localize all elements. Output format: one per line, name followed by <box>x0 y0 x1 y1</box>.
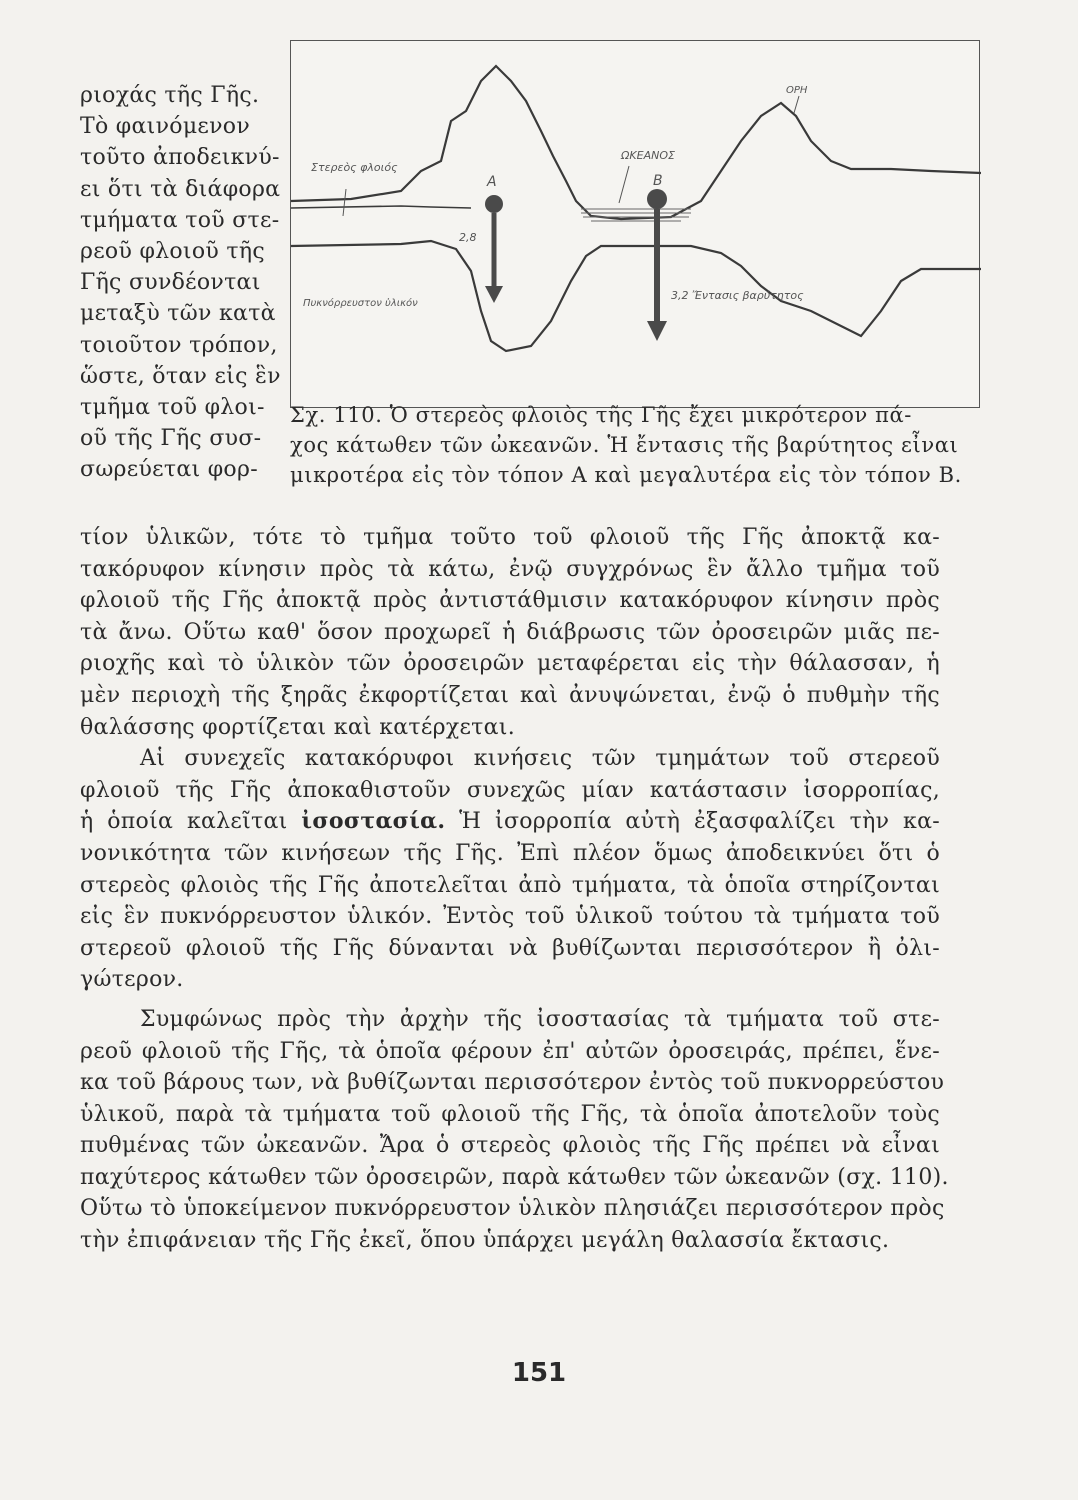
wrap-line: μεταξὺ τῶν κατὰ <box>80 301 276 327</box>
body-line: ὑλικοῦ, παρὰ τὰ τμήματα τοῦ φλοιοῦ τῆς Γῆς, τὰ ὁποῖα ἀποτελοῦν τοὺς <box>80 1101 940 1127</box>
caption-line: Σχ. 110. Ὁ στερεὸς φλοιὸς τῆς Γῆς ἔχει μικρότερον πά- <box>290 403 912 427</box>
wrap-line: Γῆς συνδέονται <box>80 270 261 296</box>
crust-base-profile <box>291 241 981 351</box>
crust-pointer <box>343 189 346 216</box>
body-line: γώτερον. <box>80 967 184 993</box>
body-fragment: Ἡ ἰσορροπία αὐτὴ ἐξασφαλίζει τὴν κα- <box>459 809 940 835</box>
label-value-b: 3,2 Ἔντασις βαρύτητος <box>671 289 804 302</box>
wrap-line: τμήματα τοῦ στε- <box>80 207 280 233</box>
figure-caption <box>290 400 990 490</box>
wrap-line: τμῆμα τοῦ φλοι- <box>80 395 265 421</box>
label-crust: Στερεὸς φλοιός <box>311 161 398 174</box>
wrap-line: ὥστε, ὅταν εἰς ἓν <box>80 363 281 389</box>
body-line: στερεοῦ φλοιοῦ τῆς Γῆς δύνανται νὰ βυθίζωνται περισσότερον ἢ ὀλι- <box>80 935 940 961</box>
body-line: μὲν περιοχὴ τῆς ξηρᾶς ἐκφορτίζεται καὶ ἀνυψώνεται, ἐνῷ ὁ πυθμὴν τῆς <box>80 682 940 708</box>
label-value-a: 2,8 <box>459 231 477 244</box>
body-line: πυθμένας τῶν ὠκεανῶν. Ἄρα ὁ στερεὸς φλοιὸς τῆς Γῆς πρέπει νὰ εἶναι <box>80 1133 940 1159</box>
body-line: κα τοῦ βάρους των, νὰ βυθίζωνται περισσότερον ἐντὸς τοῦ πυκνορρεύστου <box>80 1070 945 1096</box>
wrap-line: σωρεύεται φορ- <box>80 457 258 483</box>
body-fragment: ἡ ὁποία καλεῖται <box>80 809 288 835</box>
isostasy-diagram <box>291 41 981 409</box>
body-line: ριοχῆς καὶ τὸ ὑλικὸν τῶν ὀροσειρῶν μεταφέρεται εἰς τὴν θάλασσαν, ἡ <box>80 651 940 677</box>
body-line: θαλάσσης φορτίζεται καὶ κατέρχεται. <box>80 714 515 740</box>
wrap-line: τοῦτο ἀποδεικνύ- <box>80 145 280 171</box>
wrap-line: τοιοῦτον τρόπον, <box>80 332 278 358</box>
label-dense: Πυκνόρρευστον ὑλικόν <box>303 298 418 309</box>
gravity-arrow-a <box>485 195 503 303</box>
wrapped-text-column <box>80 80 285 486</box>
label-ocean: ΩΚΕΑΝΟΣ <box>621 149 675 162</box>
caption-line: χος κάτωθεν τῶν ὠκεανῶν. Ἡ ἔντασις τῆς βαρύτητος εἶναι <box>290 433 959 457</box>
label-point-b: B <box>653 173 663 189</box>
body-line: Οὕτω τὸ ὑποκείμενον πυκνόρρευστον ὑλικὸν πλησιάζει περισσότερον πρὸς <box>80 1196 945 1222</box>
body-line: στερεὸς φλοιὸς τῆς Γῆς ἀποτελεῖται ἀπὸ τμήματα, τὰ ὁποῖα στηρίζονται <box>80 872 940 898</box>
crust-top-line <box>291 206 471 208</box>
body-line: φλοιοῦ τῆς Γῆς ἀποκτᾷ πρὸς ἀντιστάθμισιν κατακόρυφον κίνησιν πρὸς <box>80 588 940 614</box>
body-line: νονικότητα τῶν κινήσεων τῆς Γῆς. Ἐπὶ πλέον ὅμως ἀποδεικνύει ὅτι ὁ <box>80 840 940 866</box>
body-line: φλοιοῦ τῆς Γῆς ἀποκαθιστοῦν συνεχῶς μίαν κατάστασιν ἰσορροπίας, <box>80 777 940 803</box>
caption-line: μικροτέρα εἰς τὸν τόπον Α καὶ μεγαλυτέρα εἰς τὸν τόπον Β. <box>290 463 962 487</box>
mountain-pointer <box>794 96 799 113</box>
body-line: Συμφώνως πρὸς τὴν ἀρχὴν τῆς ἰσοστασίας τὰ τμήματα τοῦ στε- <box>140 1006 940 1032</box>
ocean-pointer <box>619 166 629 203</box>
body-line: τίον ὑλικῶν, τότε τὸ τμῆμα τοῦτο τοῦ φλοιοῦ τῆς Γῆς ἀποκτᾷ κα- <box>80 525 940 550</box>
page-number: 151 <box>511 1358 567 1388</box>
label-point-a: A <box>487 174 497 190</box>
surface-profile <box>291 66 981 219</box>
body-line: τὴν ἐπιφάνειαν τῆς Γῆς ἐκεῖ, ὅπου ὑπάρχει μεγάλη θαλασσία ἔκτασις. <box>80 1228 890 1254</box>
body-line: παχύτερος κάτωθεν τῶν ὀροσειρῶν, παρὰ κάτωθεν τῶν ὠκεανῶν (σχ. 110). <box>80 1164 949 1190</box>
term-isostasy: ἰσοστασία. <box>301 808 446 835</box>
wrap-line: ρεοῦ φλοιοῦ τῆς <box>80 239 265 265</box>
body-line: τὰ ἄνω. Οὕτω καθ' ὅσον προχωρεῖ ἡ διάβρωσις τῶν ὀροσειρῶν μιᾶς πε- <box>80 619 940 645</box>
body-line: ρεοῦ φλοιοῦ τῆς Γῆς, τὰ ὁποῖα φέρουν ἐπ' αὐτῶν ὀροσειράς, πρέπει, ἕνε- <box>80 1038 940 1064</box>
wrap-line: Τὸ φαινόμενον <box>80 114 251 140</box>
body-line: εἰς ἓν πυκνόρρευστον ὑλικόν. Ἐντὸς τοῦ ὑλικοῦ τούτου τὰ τμήματα τοῦ <box>80 904 940 930</box>
gravity-arrow-b <box>647 189 667 341</box>
body-text <box>80 522 949 1257</box>
body-line: Αἱ συνεχεῖς κατακόρυφοι κινήσεις τῶν τμημάτων τοῦ στερεοῦ <box>140 746 940 772</box>
body-line <box>80 806 940 838</box>
wrap-line: ει ὅτι τὰ διάφορα <box>80 176 281 202</box>
wrap-line: οῦ τῆς Γῆς συσ- <box>80 426 262 452</box>
label-mountain: ΟΡΗ <box>786 85 808 96</box>
isostasy-figure <box>290 40 980 408</box>
wrap-line: ριοχάς τῆς Γῆς. <box>80 83 260 108</box>
body-line: τακόρυφον κίνησιν πρὸς τὰ κάτω, ἐνῷ συγχρόνως ἓν ἄλλο τμῆμα τοῦ <box>80 556 940 582</box>
